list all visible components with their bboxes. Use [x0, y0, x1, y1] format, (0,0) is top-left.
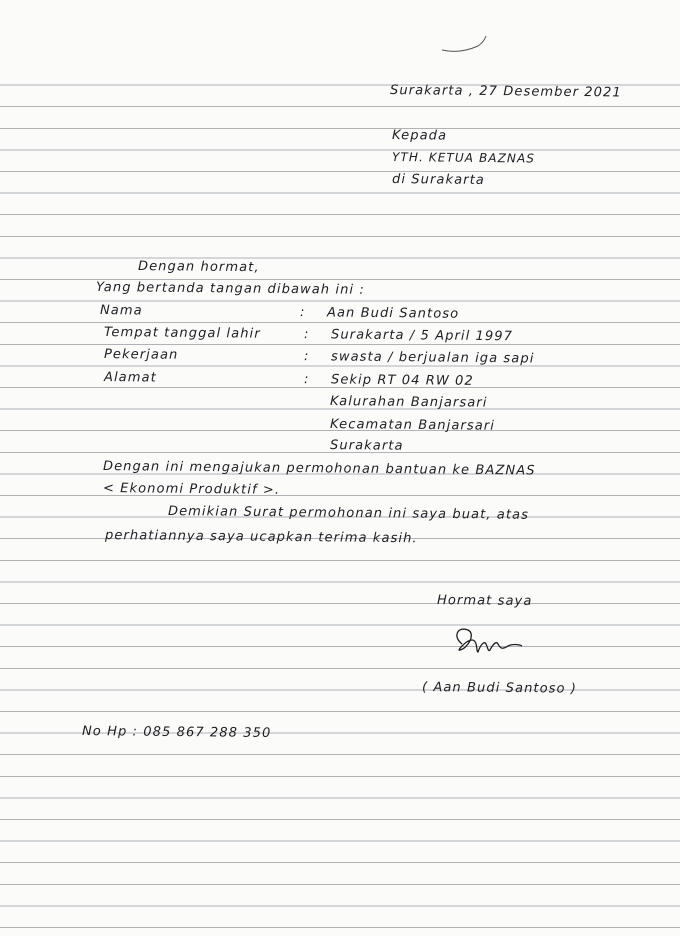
phone-number: No Hp : 085 867 288 350	[81, 724, 272, 741]
identity-value: Surakarta / 5 April 1997	[330, 327, 514, 345]
identity-colon: :	[303, 327, 310, 343]
address-line: Surakarta	[329, 438, 404, 454]
signature-salutation: Hormat saya	[436, 593, 533, 609]
address-line: Kecamatan Banjarsari	[329, 417, 496, 434]
greeting: Dengan hormat,	[137, 259, 260, 276]
identity-colon: :	[303, 349, 310, 365]
identity-row-ttl	[104, 325, 604, 348]
signature-name: ( Aan Budi Santoso )	[421, 680, 578, 697]
paper-top-margin	[0, 0, 680, 64]
identity-row-pekerjaan	[104, 347, 604, 370]
place-date: Surakarta , 27 Desember 2021	[389, 83, 622, 101]
address-line: Kalurahan Banjarsari	[329, 394, 488, 411]
identity-row-alamat	[104, 370, 604, 393]
top-pen-mark	[440, 32, 490, 58]
recipient-title: YTH. KETUA BAZNAS	[391, 150, 536, 166]
identity-value: Sekip RT 04 RW 02	[330, 372, 474, 389]
identity-value: swasta / berjualan iga sapi	[330, 349, 535, 367]
identity-label: Alamat	[103, 370, 157, 386]
recipient-to: Kepada	[391, 128, 448, 144]
signature-scribble	[448, 622, 528, 662]
closing-line-1: Demikian Surat permohonan ini saya buat, atas	[167, 504, 530, 523]
identity-colon: :	[299, 305, 306, 321]
identity-label: Nama	[99, 303, 143, 319]
request-line-2: < Ekonomi Produktif >.	[102, 481, 281, 498]
request-line-1: Dengan ini mengajukan permohonan bantuan ke BAZNAS	[102, 459, 536, 479]
identity-value: Aan Budi Santoso	[326, 305, 460, 322]
closing-line-2: perhatiannya saya ucapkan terima kasih.	[104, 528, 418, 547]
identity-label: Pekerjaan	[103, 347, 179, 363]
intro-line: Yang bertanda tangan dibawah ini :	[95, 280, 365, 298]
identity-label: Tempat tanggal lahir	[103, 325, 261, 342]
identity-row-nama	[100, 303, 600, 326]
identity-colon: :	[303, 372, 310, 388]
recipient-location: di Surakarta	[391, 172, 485, 188]
